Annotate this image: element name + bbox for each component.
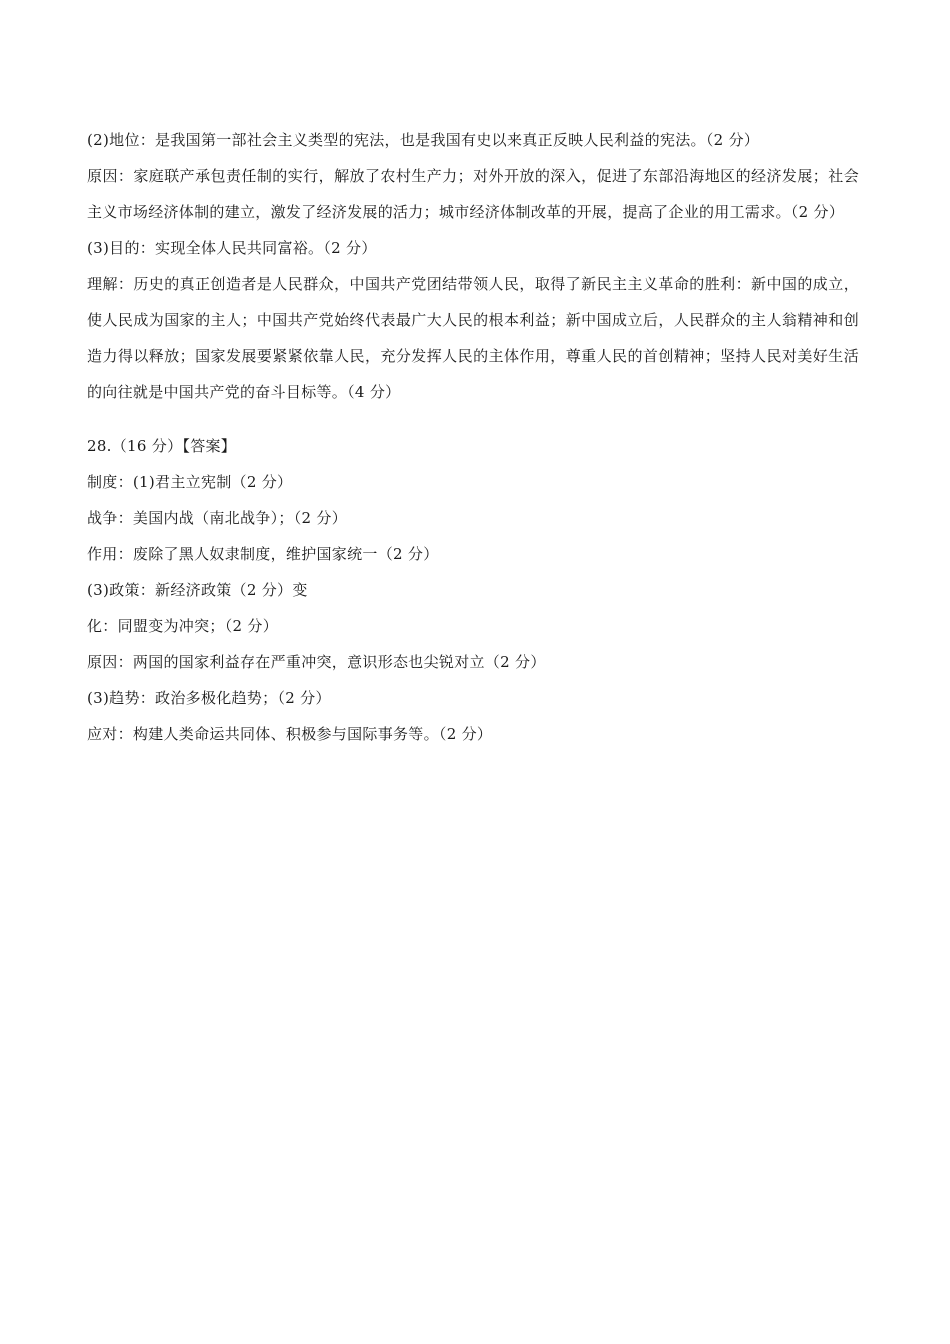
question-28-heading: 28.（16 分）【答案】	[87, 437, 237, 455]
answer-understanding-paragraph: 理解：历史的真正创造者是人民群众，中国共产党团结带领人民，取得了新民主主义革命的胜利：新中国的成立，使人民成为国家的主人；中国共产党始终代表最广大人民的根本利益；新中国成立后，人民群众的主人翁精神和创造力得以释放；国家发展要紧紧依靠人民，充分发挥人民的主体作用，尊重人民的首创精神；坚持人民对美好生活的向往就是中国共产党的奋斗目标等。（4 分）	[87, 275, 859, 401]
answer-line-effect: 作用：废除了黑人奴隶制度，维护国家统一（2 分）	[87, 545, 439, 563]
answer-line-system: 制度：(1)君主立宪制（2 分）	[87, 473, 293, 491]
answer-document	[87, 122, 859, 752]
answer-line-policy: (3)政策：新经济政策（2 分）变	[87, 581, 308, 599]
answer-line-war: 战争：美国内战（南北战争）；（2 分）	[87, 509, 348, 527]
answer-reason-paragraph: 原因：家庭联产承包责任制的实行，解放了农村生产力；对外开放的深入，促进了东部沿海地区的经济发展；社会主义市场经济体制的建立，激发了经济发展的活力；城市经济体制改革的开展，提高了企业的用工需求。（2 分）	[87, 167, 859, 221]
answer-line-change: 化：同盟变为冲突；（2 分）	[87, 617, 279, 635]
answer-line-trend: (3)趋势：政治多极化趋势；（2 分）	[87, 689, 331, 707]
section-spacer	[87, 410, 859, 428]
answer-line-reason: 原因：两国的国家利益存在严重冲突，意识形态也尖锐对立（2 分）	[87, 653, 546, 671]
question-27-answers	[87, 122, 859, 410]
answer-status-paragraph: (2)地位：是我国第一部社会主义类型的宪法，也是我国有史以来真正反映人民利益的宪法。（2 分）	[87, 131, 760, 149]
question-28-answers	[87, 428, 859, 752]
answer-purpose-paragraph: (3)目的：实现全体人民共同富裕。（2 分）	[87, 239, 377, 257]
answer-line-response: 应对：构建人类命运共同体、积极参与国际事务等。（2 分）	[87, 725, 493, 743]
